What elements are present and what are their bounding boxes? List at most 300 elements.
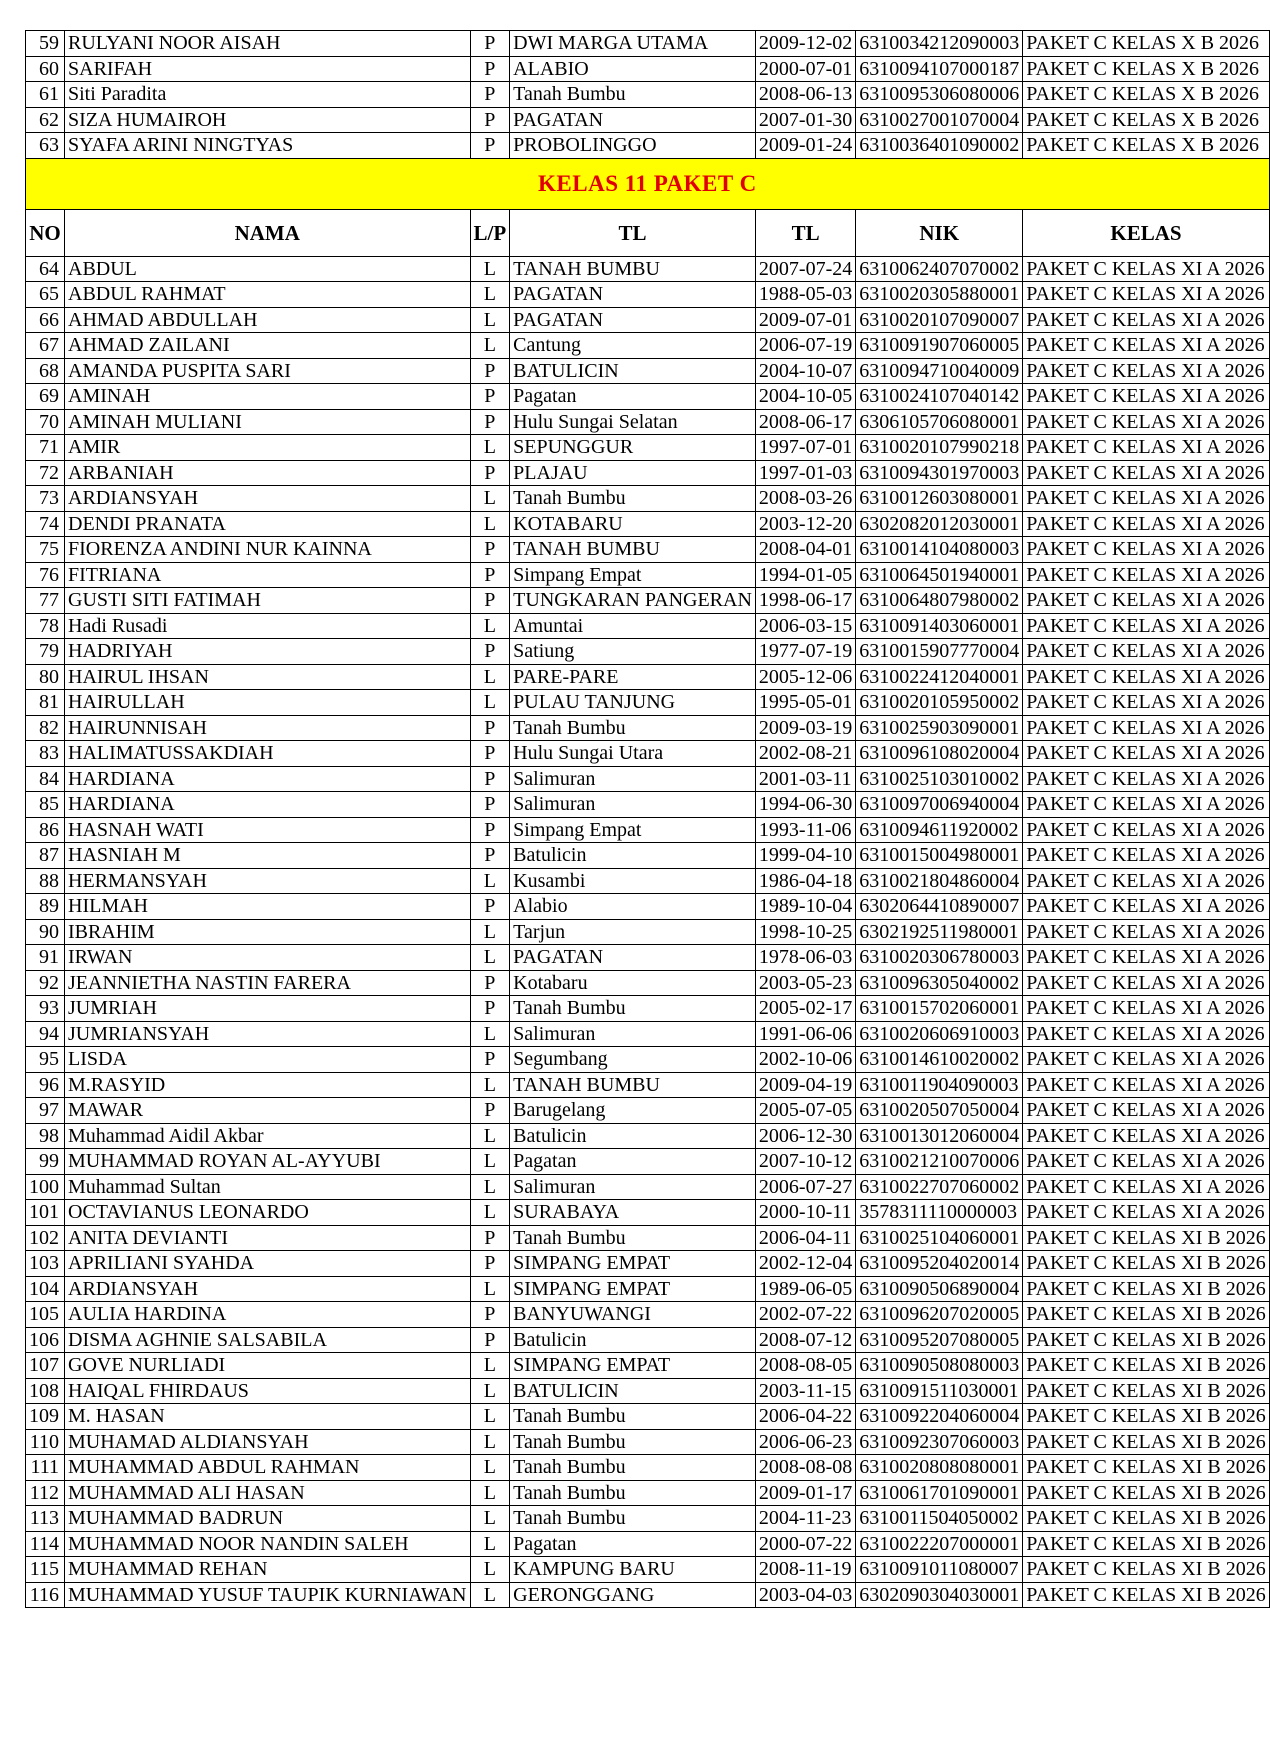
cell-nama: DISMA AGHNIE SALSABILA — [65, 1327, 471, 1353]
cell-nama: HAIQAL FHIRDAUS — [65, 1378, 471, 1404]
cell-tl-place: BATULICIN — [510, 1378, 756, 1404]
cell-no: 106 — [26, 1327, 65, 1353]
header-lp: L/P — [470, 209, 510, 256]
cell-nik: 6310021804860004 — [856, 868, 1023, 894]
cell-lp: P — [470, 1225, 510, 1251]
cell-tl-date: 2000-07-22 — [755, 1531, 855, 1557]
table-row — [26, 919, 1270, 945]
cell-nik: 6310034212090003 — [856, 31, 1023, 57]
cell-kelas: PAKET C KELAS XI A 2026 — [1023, 996, 1269, 1022]
cell-lp: L — [470, 1072, 510, 1098]
cell-tl-place: Amuntai — [510, 613, 756, 639]
table-row — [26, 1021, 1270, 1047]
table-row — [26, 817, 1270, 843]
cell-lp: L — [470, 613, 510, 639]
cell-kelas: PAKET C KELAS XI A 2026 — [1023, 307, 1269, 333]
cell-nama: MUHAMMAD ROYAN AL-AYYUBI — [65, 1149, 471, 1175]
header-kelas: KELAS — [1023, 209, 1269, 256]
cell-nama: FIORENZA ANDINI NUR KAINNA — [65, 537, 471, 563]
cell-tl-date: 2008-06-17 — [755, 409, 855, 435]
cell-kelas: PAKET C KELAS X B 2026 — [1023, 82, 1269, 108]
cell-nik: 6310012603080001 — [856, 486, 1023, 512]
header-nik: NIK — [856, 209, 1023, 256]
cell-no: 73 — [26, 486, 65, 512]
cell-tl-date: 2008-06-13 — [755, 82, 855, 108]
cell-nama: Muhammad Sultan — [65, 1174, 471, 1200]
cell-nama: HARDIANA — [65, 766, 471, 792]
cell-kelas: PAKET C KELAS XI A 2026 — [1023, 1200, 1269, 1226]
cell-lp: P — [470, 817, 510, 843]
cell-nama: HALIMATUSSAKDIAH — [65, 741, 471, 767]
cell-tl-date: 2008-11-19 — [755, 1557, 855, 1583]
cell-lp: P — [470, 970, 510, 996]
cell-lp: L — [470, 1378, 510, 1404]
cell-kelas: PAKET C KELAS XI A 2026 — [1023, 409, 1269, 435]
cell-lp: L — [470, 1531, 510, 1557]
table-row — [26, 31, 1270, 57]
cell-tl-place: Segumbang — [510, 1047, 756, 1073]
cell-no: 83 — [26, 741, 65, 767]
cell-no: 87 — [26, 843, 65, 869]
cell-lp: P — [470, 1047, 510, 1073]
cell-nama: MUHAMMAD REHAN — [65, 1557, 471, 1583]
cell-tl-date: 2004-10-07 — [755, 358, 855, 384]
cell-nik: 6310090506890004 — [856, 1276, 1023, 1302]
cell-nik: 6302082012030001 — [856, 511, 1023, 537]
cell-tl-place: Salimuran — [510, 792, 756, 818]
cell-nama: JUMRIAH — [65, 996, 471, 1022]
table-row — [26, 1429, 1270, 1455]
cell-kelas: PAKET C KELAS XI B 2026 — [1023, 1480, 1269, 1506]
cell-no: 94 — [26, 1021, 65, 1047]
cell-nama: HERMANSYAH — [65, 868, 471, 894]
table-row — [26, 333, 1270, 359]
cell-nama: HASNAH WATI — [65, 817, 471, 843]
cell-nama: MUHAMAD ALDIANSYAH — [65, 1429, 471, 1455]
cell-tl-date: 2006-06-23 — [755, 1429, 855, 1455]
cell-tl-date: 2009-12-02 — [755, 31, 855, 57]
cell-tl-date: 1998-10-25 — [755, 919, 855, 945]
table-row — [26, 1251, 1270, 1277]
table-row — [26, 1455, 1270, 1481]
table-row — [26, 1506, 1270, 1532]
cell-nik: 6310095204020014 — [856, 1251, 1023, 1277]
cell-nik: 6310094107000187 — [856, 56, 1023, 82]
table-row — [26, 766, 1270, 792]
section-block — [26, 158, 1270, 256]
cell-nama: OCTAVIANUS LEONARDO — [65, 1200, 471, 1226]
cell-tl-place: KAMPUNG BARU — [510, 1557, 756, 1583]
cell-tl-place: Batulicin — [510, 1123, 756, 1149]
cell-kelas: PAKET C KELAS XI A 2026 — [1023, 894, 1269, 920]
cell-tl-place: Tanah Bumbu — [510, 996, 756, 1022]
table-row — [26, 613, 1270, 639]
cell-nama: Muhammad Aidil Akbar — [65, 1123, 471, 1149]
cell-no: 93 — [26, 996, 65, 1022]
cell-nama: AHMAD ZAILANI — [65, 333, 471, 359]
cell-tl-date: 1977-07-19 — [755, 639, 855, 665]
cell-nama: M. HASAN — [65, 1404, 471, 1430]
cell-nama: LISDA — [65, 1047, 471, 1073]
cell-lp: P — [470, 31, 510, 57]
cell-lp: L — [470, 1557, 510, 1583]
cell-lp: L — [470, 1582, 510, 1608]
cell-tl-place: BANYUWANGI — [510, 1302, 756, 1328]
cell-tl-place: Tarjun — [510, 919, 756, 945]
cell-kelas: PAKET C KELAS XI A 2026 — [1023, 970, 1269, 996]
cell-lp: P — [470, 1251, 510, 1277]
cell-nama: ABDUL — [65, 256, 471, 282]
table-row — [26, 435, 1270, 461]
cell-kelas: PAKET C KELAS XI B 2026 — [1023, 1353, 1269, 1379]
cell-nama: MUHAMMAD NOOR NANDIN SALEH — [65, 1531, 471, 1557]
cell-tl-date: 2003-04-03 — [755, 1582, 855, 1608]
cell-tl-date: 2006-07-19 — [755, 333, 855, 359]
cell-no: 60 — [26, 56, 65, 82]
cell-tl-place: Salimuran — [510, 1174, 756, 1200]
cell-nik: 6310095207080005 — [856, 1327, 1023, 1353]
table-row — [26, 1353, 1270, 1379]
cell-nik: 6302192511980001 — [856, 919, 1023, 945]
cell-nama: MUHAMMAD BADRUN — [65, 1506, 471, 1532]
cell-nama: MUHAMMAD ALI HASAN — [65, 1480, 471, 1506]
table-row — [26, 588, 1270, 614]
cell-no: 105 — [26, 1302, 65, 1328]
cell-kelas: PAKET C KELAS XI B 2026 — [1023, 1455, 1269, 1481]
cell-tl-place: Tanah Bumbu — [510, 1455, 756, 1481]
cell-kelas: PAKET C KELAS XI B 2026 — [1023, 1582, 1269, 1608]
cell-tl-date: 1989-06-05 — [755, 1276, 855, 1302]
cell-kelas: PAKET C KELAS XI A 2026 — [1023, 256, 1269, 282]
table-row — [26, 996, 1270, 1022]
cell-lp: L — [470, 1149, 510, 1175]
cell-kelas: PAKET C KELAS XI A 2026 — [1023, 511, 1269, 537]
cell-no: 62 — [26, 107, 65, 133]
cell-lp: L — [470, 486, 510, 512]
cell-nama: JEANNIETHA NASTIN FARERA — [65, 970, 471, 996]
cell-no: 89 — [26, 894, 65, 920]
cell-tl-place: GERONGGANG — [510, 1582, 756, 1608]
cell-lp: L — [470, 919, 510, 945]
cell-lp: P — [470, 562, 510, 588]
cell-tl-place: Simpang Empat — [510, 562, 756, 588]
cell-lp: P — [470, 537, 510, 563]
cell-nama: ARBANIAH — [65, 460, 471, 486]
cell-tl-place: PAGATAN — [510, 945, 756, 971]
cell-kelas: PAKET C KELAS XI A 2026 — [1023, 384, 1269, 410]
cell-kelas: PAKET C KELAS XI B 2026 — [1023, 1378, 1269, 1404]
cell-lp: P — [470, 56, 510, 82]
cell-no: 78 — [26, 613, 65, 639]
cell-nik: 3578311110000003 — [856, 1200, 1023, 1226]
cell-nik: 6310020606910003 — [856, 1021, 1023, 1047]
cell-no: 90 — [26, 919, 65, 945]
cell-tl-date: 2003-12-20 — [755, 511, 855, 537]
cell-kelas: PAKET C KELAS XI A 2026 — [1023, 664, 1269, 690]
cell-kelas: PAKET C KELAS XI A 2026 — [1023, 588, 1269, 614]
cell-tl-date: 2002-07-22 — [755, 1302, 855, 1328]
cell-kelas: PAKET C KELAS XI A 2026 — [1023, 868, 1269, 894]
cell-nik: 6310036401090002 — [856, 133, 1023, 159]
cell-lp: L — [470, 1506, 510, 1532]
cell-tl-place: Barugelang — [510, 1098, 756, 1124]
cell-nama: HAIRUL IHSAN — [65, 664, 471, 690]
cell-nama: GOVE NURLIADI — [65, 1353, 471, 1379]
cell-tl-date: 1999-04-10 — [755, 843, 855, 869]
cell-no: 64 — [26, 256, 65, 282]
table-row — [26, 511, 1270, 537]
cell-tl-date: 1978-06-03 — [755, 945, 855, 971]
cell-lp: P — [470, 639, 510, 665]
cell-tl-date: 2003-05-23 — [755, 970, 855, 996]
cell-nik: 6310022412040001 — [856, 664, 1023, 690]
table-row — [26, 358, 1270, 384]
table-row — [26, 562, 1270, 588]
table-row — [26, 1149, 1270, 1175]
cell-lp: L — [470, 1480, 510, 1506]
cell-nik: 6310021210070006 — [856, 1149, 1023, 1175]
cell-tl-place: Tanah Bumbu — [510, 82, 756, 108]
table-row — [26, 1531, 1270, 1557]
cell-lp: L — [470, 1123, 510, 1149]
cell-no: 74 — [26, 511, 65, 537]
cell-kelas: PAKET C KELAS X B 2026 — [1023, 133, 1269, 159]
cell-no: 91 — [26, 945, 65, 971]
cell-nik: 6310092307060003 — [856, 1429, 1023, 1455]
cell-tl-date: 1988-05-03 — [755, 282, 855, 308]
cell-lp: P — [470, 107, 510, 133]
cell-nama: RULYANI NOOR AISAH — [65, 31, 471, 57]
cell-lp: L — [470, 511, 510, 537]
cell-no: 97 — [26, 1098, 65, 1124]
cell-kelas: PAKET C KELAS XI B 2026 — [1023, 1557, 1269, 1583]
cell-kelas: PAKET C KELAS XI A 2026 — [1023, 945, 1269, 971]
cell-tl-date: 2007-07-24 — [755, 256, 855, 282]
cell-tl-place: PAGATAN — [510, 307, 756, 333]
cell-tl-date: 1997-07-01 — [755, 435, 855, 461]
cell-nama: HAIRULLAH — [65, 690, 471, 716]
cell-no: 104 — [26, 1276, 65, 1302]
cell-nik: 6310022707060002 — [856, 1174, 1023, 1200]
cell-tl-date: 2007-01-30 — [755, 107, 855, 133]
cell-no: 99 — [26, 1149, 65, 1175]
cell-tl-place: SIMPANG EMPAT — [510, 1276, 756, 1302]
cell-kelas: PAKET C KELAS XI A 2026 — [1023, 1123, 1269, 1149]
cell-no: 76 — [26, 562, 65, 588]
cell-nik: 6302090304030001 — [856, 1582, 1023, 1608]
cell-lp: L — [470, 1174, 510, 1200]
cell-tl-place: Tanah Bumbu — [510, 1429, 756, 1455]
cell-lp: P — [470, 588, 510, 614]
cell-tl-place: PAGATAN — [510, 107, 756, 133]
table-row — [26, 1200, 1270, 1226]
table-row — [26, 1225, 1270, 1251]
cell-nama: FITRIANA — [65, 562, 471, 588]
cell-tl-date: 2002-08-21 — [755, 741, 855, 767]
cell-kelas: PAKET C KELAS X B 2026 — [1023, 107, 1269, 133]
cell-kelas: PAKET C KELAS XI A 2026 — [1023, 639, 1269, 665]
cell-tl-place: Kotabaru — [510, 970, 756, 996]
cell-kelas: PAKET C KELAS XI A 2026 — [1023, 919, 1269, 945]
table-row — [26, 82, 1270, 108]
cell-kelas: PAKET C KELAS XI A 2026 — [1023, 435, 1269, 461]
table-row — [26, 664, 1270, 690]
cell-tl-date: 1995-05-01 — [755, 690, 855, 716]
cell-no: 112 — [26, 1480, 65, 1506]
cell-nik: 6310092204060004 — [856, 1404, 1023, 1430]
table-row — [26, 715, 1270, 741]
cell-no: 111 — [26, 1455, 65, 1481]
cell-nik: 6310027001070004 — [856, 107, 1023, 133]
cell-kelas: PAKET C KELAS XI B 2026 — [1023, 1302, 1269, 1328]
cell-no: 107 — [26, 1353, 65, 1379]
cell-kelas: PAKET C KELAS XI B 2026 — [1023, 1225, 1269, 1251]
cell-tl-date: 2000-10-11 — [755, 1200, 855, 1226]
cell-nama: AMINAH — [65, 384, 471, 410]
cell-lp: L — [470, 868, 510, 894]
cell-nik: 6310013012060004 — [856, 1123, 1023, 1149]
cell-tl-place: Pagatan — [510, 384, 756, 410]
cell-no: 109 — [26, 1404, 65, 1430]
cell-lp: P — [470, 1098, 510, 1124]
cell-tl-date: 2008-04-01 — [755, 537, 855, 563]
cell-tl-place: Tanah Bumbu — [510, 715, 756, 741]
cell-tl-place: PLAJAU — [510, 460, 756, 486]
cell-tl-date: 2006-04-22 — [755, 1404, 855, 1430]
cell-tl-place: PROBOLINGGO — [510, 133, 756, 159]
cell-kelas: PAKET C KELAS XI A 2026 — [1023, 1047, 1269, 1073]
cell-nik: 6310020305880001 — [856, 282, 1023, 308]
cell-no: 114 — [26, 1531, 65, 1557]
cell-tl-place: SURABAYA — [510, 1200, 756, 1226]
cell-nik: 6310020306780003 — [856, 945, 1023, 971]
cell-no: 113 — [26, 1506, 65, 1532]
cell-lp: L — [470, 1200, 510, 1226]
cell-nik: 6310020107990218 — [856, 435, 1023, 461]
cell-kelas: PAKET C KELAS XI A 2026 — [1023, 613, 1269, 639]
cell-tl-date: 2002-12-04 — [755, 1251, 855, 1277]
cell-tl-date: 2005-02-17 — [755, 996, 855, 1022]
cell-nama: MAWAR — [65, 1098, 471, 1124]
cell-kelas: PAKET C KELAS X B 2026 — [1023, 56, 1269, 82]
cell-tl-place: Batulicin — [510, 843, 756, 869]
cell-nama: Siti Paradita — [65, 82, 471, 108]
cell-nik: 6310024107040142 — [856, 384, 1023, 410]
header-nama: NAMA — [65, 209, 471, 256]
cell-no: 95 — [26, 1047, 65, 1073]
table-row — [26, 1557, 1270, 1583]
cell-no: 69 — [26, 384, 65, 410]
cell-tl-date: 2009-03-19 — [755, 715, 855, 741]
cell-no: 67 — [26, 333, 65, 359]
cell-nik: 6310091011080007 — [856, 1557, 1023, 1583]
cell-tl-date: 2008-03-26 — [755, 486, 855, 512]
table-row — [26, 537, 1270, 563]
cell-lp: P — [470, 1302, 510, 1328]
cell-no: 75 — [26, 537, 65, 563]
cell-nik: 6310022207000001 — [856, 1531, 1023, 1557]
cell-kelas: PAKET C KELAS XI B 2026 — [1023, 1531, 1269, 1557]
cell-tl-place: DWI MARGA UTAMA — [510, 31, 756, 57]
cell-nik: 6310011904090003 — [856, 1072, 1023, 1098]
cell-nama: SIZA HUMAIROH — [65, 107, 471, 133]
cell-lp: L — [470, 664, 510, 690]
table-row — [26, 256, 1270, 282]
table-row — [26, 1123, 1270, 1149]
cell-lp: P — [470, 460, 510, 486]
cell-no: 116 — [26, 1582, 65, 1608]
cell-tl-place: ALABIO — [510, 56, 756, 82]
cell-nik: 6310090508080003 — [856, 1353, 1023, 1379]
cell-tl-place: Hulu Sungai Selatan — [510, 409, 756, 435]
cell-nama: MUHAMMAD YUSUF TAUPIK KURNIAWAN — [65, 1582, 471, 1608]
cell-tl-place: Batulicin — [510, 1327, 756, 1353]
cell-no: 110 — [26, 1429, 65, 1455]
cell-lp: P — [470, 996, 510, 1022]
cell-kelas: PAKET C KELAS XI A 2026 — [1023, 562, 1269, 588]
cell-lp: P — [470, 766, 510, 792]
cell-tl-place: PAGATAN — [510, 282, 756, 308]
cell-lp: P — [470, 82, 510, 108]
cell-lp: L — [470, 1353, 510, 1379]
cell-kelas: PAKET C KELAS XI A 2026 — [1023, 690, 1269, 716]
table-row — [26, 409, 1270, 435]
cell-kelas: PAKET C KELAS XI A 2026 — [1023, 486, 1269, 512]
cell-no: 61 — [26, 82, 65, 108]
cell-tl-date: 2006-07-27 — [755, 1174, 855, 1200]
table-row — [26, 1072, 1270, 1098]
cell-lp: L — [470, 333, 510, 359]
cell-no: 101 — [26, 1200, 65, 1226]
cell-no: 92 — [26, 970, 65, 996]
cell-tl-date: 2004-10-05 — [755, 384, 855, 410]
cell-nik: 6310015004980001 — [856, 843, 1023, 869]
cell-nik: 6310064501940001 — [856, 562, 1023, 588]
table-row — [26, 282, 1270, 308]
cell-kelas: PAKET C KELAS XI A 2026 — [1023, 817, 1269, 843]
cell-kelas: PAKET C KELAS XI A 2026 — [1023, 741, 1269, 767]
cell-tl-date: 1993-11-06 — [755, 817, 855, 843]
cell-lp: P — [470, 384, 510, 410]
table-row — [26, 307, 1270, 333]
cell-no: 108 — [26, 1378, 65, 1404]
cell-tl-date: 2005-12-06 — [755, 664, 855, 690]
cell-nik: 6310094301970003 — [856, 460, 1023, 486]
cell-lp: P — [470, 715, 510, 741]
cell-tl-date: 2006-04-11 — [755, 1225, 855, 1251]
cell-tl-place: TUNGKARAN PANGERAN — [510, 588, 756, 614]
cell-tl-place: SEPUNGGUR — [510, 435, 756, 461]
rows-before — [26, 31, 1270, 159]
table-row — [26, 945, 1270, 971]
cell-kelas: PAKET C KELAS XI A 2026 — [1023, 1072, 1269, 1098]
cell-nama: AMANDA PUSPITA SARI — [65, 358, 471, 384]
cell-tl-date: 2008-08-05 — [755, 1353, 855, 1379]
cell-nama: MUHAMMAD ABDUL RAHMAN — [65, 1455, 471, 1481]
cell-lp: L — [470, 1404, 510, 1430]
cell-lp: P — [470, 409, 510, 435]
table-row — [26, 639, 1270, 665]
cell-tl-date: 2000-07-01 — [755, 56, 855, 82]
cell-kelas: PAKET C KELAS XI A 2026 — [1023, 766, 1269, 792]
cell-no: 71 — [26, 435, 65, 461]
cell-tl-date: 2009-04-19 — [755, 1072, 855, 1098]
cell-tl-date: 2006-12-30 — [755, 1123, 855, 1149]
cell-nama: AMIR — [65, 435, 471, 461]
cell-nik: 6310011504050002 — [856, 1506, 1023, 1532]
cell-nama: APRILIANI SYAHDA — [65, 1251, 471, 1277]
cell-no: 100 — [26, 1174, 65, 1200]
